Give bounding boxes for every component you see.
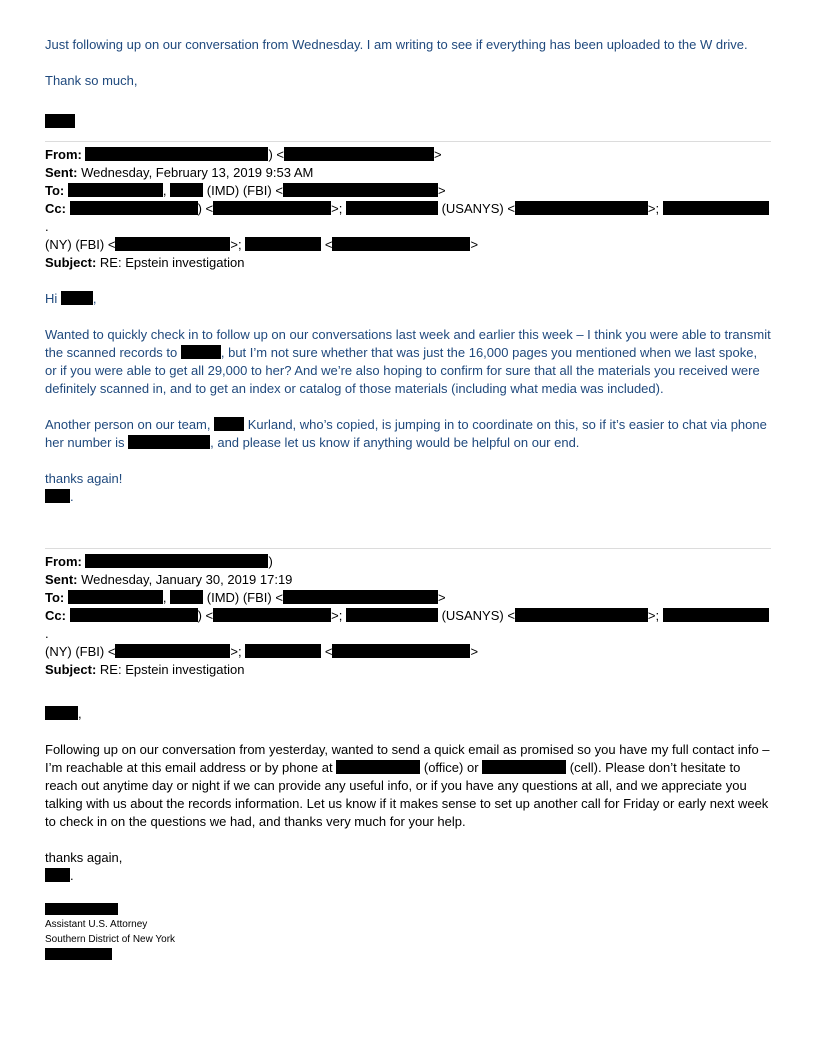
redacted-email xyxy=(115,644,230,658)
greeting-line: , xyxy=(45,705,771,723)
redacted-name xyxy=(245,644,321,658)
thanks-line: Thank so much, xyxy=(45,73,138,88)
redacted-name xyxy=(45,706,78,720)
cc-line-cont: (NY) (FBI) < >; < > xyxy=(45,644,479,659)
signoff-line: . xyxy=(45,867,771,885)
redacted-name xyxy=(45,903,118,915)
cc-line-cont: (NY) (FBI) < >; < > xyxy=(45,237,479,252)
body-paragraph-1: Wanted to quickly check in to follow up on our conversations last week and earlier this week – I think you were able to transmit the scanned records to , but I’m not sure whether that was just the 16,000 pages you mentioned when we last spoke, or if you were able to get all 29,000 to her? And we’re also hoping to confirm for sure that all the materials you received were definitely scanned in, and to get an index or catalog of those materials (including what media was included). xyxy=(45,327,771,396)
redacted-phone xyxy=(482,760,566,774)
closing-line: thanks again! xyxy=(45,471,123,486)
followup-paragraph: Just following up on our conversation from Wednesday. I am writing to see if everything has been uploaded to the W drive. xyxy=(45,37,748,52)
body-paragraph-2: Another person on our team, Kurland, who’s copied, is jumping in to coordinate on this, so if it’s easier to chat via phone her number is , and please let us know if anything would be helpful on our end. xyxy=(45,417,767,450)
redacted-email xyxy=(284,147,434,161)
redacted-name xyxy=(70,608,198,622)
redacted-email xyxy=(332,237,470,251)
redacted-contact xyxy=(45,948,112,960)
redacted-email xyxy=(283,590,438,604)
subject-line: Subject: RE: Epstein investigation xyxy=(45,662,245,677)
email-body-jan30 xyxy=(45,705,771,960)
redacted-initials xyxy=(45,868,70,882)
redacted-name xyxy=(68,590,163,604)
redacted-name xyxy=(85,147,268,161)
email-header-jan30 xyxy=(45,553,771,679)
redacted-phone xyxy=(128,435,210,449)
to-line: To: , (IMD) (FBI) < > xyxy=(45,590,446,605)
redacted-name xyxy=(245,237,321,251)
signature-office: Southern District of New York xyxy=(45,934,176,945)
signoff-line: . xyxy=(45,488,771,506)
redacted-name xyxy=(663,608,769,622)
greeting-line: Hi , xyxy=(45,291,97,306)
redacted-name xyxy=(214,417,244,431)
redacted-name xyxy=(170,590,203,604)
email-header-feb13 xyxy=(45,146,771,272)
redacted-name xyxy=(85,554,268,568)
redacted-name xyxy=(181,345,221,359)
redacted-email xyxy=(213,608,331,622)
redacted-name xyxy=(663,201,769,215)
cc-line: Cc: ) < >; (USANYS) < >; . xyxy=(45,200,771,236)
redacted-email xyxy=(115,237,230,251)
redacted-signature xyxy=(45,114,75,128)
to-line: To: , (IMD) (FBI) < > xyxy=(45,183,446,198)
redacted-email xyxy=(515,608,648,622)
redacted-email xyxy=(332,644,470,658)
redacted-name xyxy=(170,183,203,197)
redacted-name xyxy=(68,183,163,197)
redacted-name xyxy=(61,291,93,305)
redacted-name xyxy=(70,201,198,215)
from-line: From: ) xyxy=(45,554,273,569)
redacted-email xyxy=(515,201,648,215)
subject-line: Subject: RE: Epstein investigation xyxy=(45,255,245,270)
redacted-name xyxy=(346,201,438,215)
from-line: From: ) < > xyxy=(45,147,442,162)
redacted-initials xyxy=(45,489,70,503)
redacted-phone xyxy=(336,760,420,774)
signature-title: Assistant U.S. Attorney xyxy=(45,919,148,930)
sent-line: Sent: Wednesday, February 13, 2019 9:53 AM xyxy=(45,165,314,180)
email-body-feb13 xyxy=(45,290,771,506)
email-document xyxy=(45,36,771,960)
redacted-email xyxy=(283,183,438,197)
body-paragraph: Following up on our conversation from yesterday, wanted to send a quick email as promised so you have my full contact info – I’m reachable at this email address or by phone at (office) or (cell). Please don’t hesitate to reach out anytime day or night if we can provide any useful info, or if you have any questions at all, and we appreciate you talking with us about the records information. Let us know if it makes sense to set up another call for Friday or early next week to check in on the questions we had, and thanks very much for your help. xyxy=(45,742,770,829)
redacted-name xyxy=(346,608,438,622)
redacted-email xyxy=(213,201,331,215)
sent-line: Sent: Wednesday, January 30, 2019 17:19 xyxy=(45,572,293,587)
latest-message xyxy=(45,36,771,128)
closing-line: thanks again, xyxy=(45,850,123,865)
cc-line: Cc: ) < >; (USANYS) < >; . xyxy=(45,607,771,643)
signature-block xyxy=(45,903,771,960)
